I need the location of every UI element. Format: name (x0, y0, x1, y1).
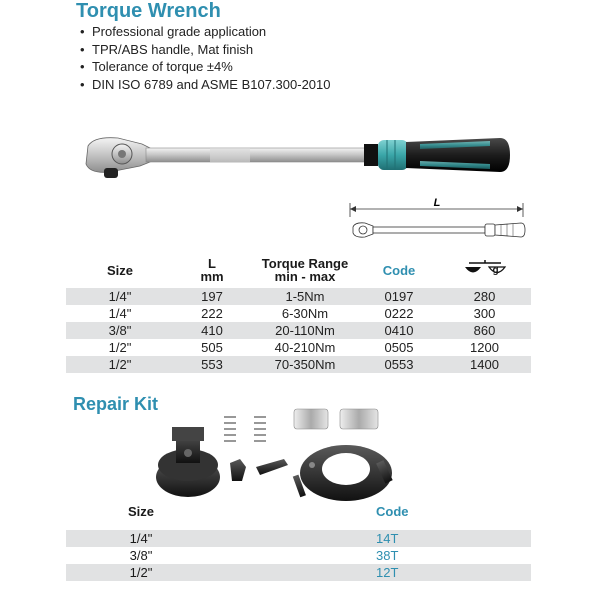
cell-code: 0197 (360, 288, 438, 305)
feature-item: • Tolerance of torque ±4% (80, 58, 331, 76)
feature-item: • Professional grade application (80, 23, 331, 41)
header-range-line2: min - max (274, 269, 336, 284)
cell-weight: 1200 (438, 339, 531, 356)
cell-length: 410 (174, 322, 250, 339)
cell-length: 505 (174, 339, 250, 356)
cell-size: 1/2" (66, 339, 174, 356)
header-range (250, 252, 360, 288)
cell-code: 0553 (360, 356, 438, 373)
kit-cell-size: 1/4" (66, 530, 216, 547)
table-row (66, 288, 531, 305)
cell-code: 0505 (360, 339, 438, 356)
kit-header-code: Code (376, 503, 409, 519)
kit-cell-code: 14T (376, 530, 531, 547)
table-row (66, 522, 531, 530)
cell-size: 1/2" (66, 356, 174, 373)
cell-code: 0410 (360, 322, 438, 339)
table-row (66, 356, 531, 373)
kit-header-size: Size (127, 503, 154, 519)
weight-unit: g (492, 265, 499, 276)
cell-range: 70-350Nm (250, 356, 360, 373)
header-length-line2: mm (200, 269, 224, 284)
cell-range: 40-210Nm (250, 339, 360, 356)
repair-kit-title: Repair Kit (73, 394, 159, 414)
table-row (66, 305, 531, 322)
kit-cell-size: 3/8" (129, 548, 153, 563)
feature-list (80, 23, 331, 93)
table-row (66, 322, 531, 339)
table-row (66, 564, 531, 581)
cell-weight: 300 (438, 305, 531, 322)
header-length (174, 252, 250, 288)
header-range-line1: Torque Range (261, 256, 349, 271)
cell-size: 3/8" (66, 322, 174, 339)
table-row (66, 339, 531, 356)
product-title: Torque Wrench (76, 0, 221, 22)
cell-length: 197 (174, 288, 250, 305)
table-row (66, 547, 531, 564)
header-length-line1: L (208, 256, 216, 271)
feature-item: • DIN ISO 6789 and ASME B107.300-2010 (80, 76, 331, 94)
cell-weight: 1400 (438, 356, 531, 373)
kit-cell-code: 38T (376, 548, 399, 563)
kit-cell-size: 1/2" (66, 564, 216, 581)
cell-range: 1-5Nm (250, 288, 360, 305)
kit-cell-code: 12T (376, 564, 531, 581)
cell-range: 20-110Nm (250, 322, 360, 339)
cell-code: 0222 (360, 305, 438, 322)
header-weight (438, 252, 531, 288)
header-code: Code (382, 262, 416, 278)
feature-item: • TPR/ABS handle, Mat finish (80, 41, 331, 59)
spec-table (66, 252, 531, 373)
balance-scale-icon (463, 258, 507, 280)
cell-weight: 280 (438, 288, 531, 305)
cell-length: 553 (174, 356, 250, 373)
torque-wrench-image (80, 128, 520, 190)
dimension-diagram (345, 195, 535, 245)
table-row (66, 530, 531, 547)
header-size: Size (106, 262, 133, 278)
dimension-label: L (433, 197, 441, 209)
repair-kit-parts-image (150, 405, 400, 505)
cell-length: 222 (174, 305, 250, 322)
cell-weight: 860 (438, 322, 531, 339)
repair-kit-table (66, 500, 531, 581)
cell-size: 1/4" (66, 288, 174, 305)
cell-size: 1/4" (66, 305, 174, 322)
cell-range: 6-30Nm (250, 305, 360, 322)
